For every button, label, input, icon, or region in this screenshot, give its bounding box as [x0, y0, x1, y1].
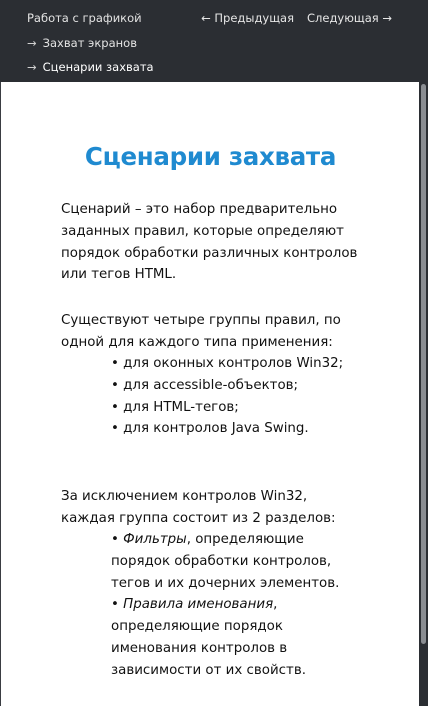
page-title: Сценарии захвата	[84, 142, 337, 171]
top-navigation	[0, 0, 428, 82]
list-item: • для accessible-объектов;	[111, 377, 299, 393]
breadcrumb-root-link[interactable]	[27, 11, 142, 25]
rule-groups-paragraph: Существуют четыре группы правил, по одной для каждого типа применения:	[61, 313, 341, 350]
section-term: Правила именования	[123, 597, 274, 613]
list-item: • для оконных контролов Win32;	[111, 356, 344, 371]
list-item	[111, 594, 356, 681]
breadcrumb-parent-label[interactable]: Захват экранов	[42, 36, 137, 50]
pager	[201, 11, 392, 25]
arrow-right-icon: →	[27, 36, 37, 50]
bullet-mark: •	[111, 597, 124, 613]
list-item: • для HTML-тегов;	[111, 399, 239, 415]
breadcrumb-current	[27, 60, 154, 74]
article-content	[0, 82, 419, 706]
list-item: • для контролов Java Swing.	[111, 421, 309, 437]
breadcrumb-root-label[interactable]: Работа с графикой	[27, 11, 142, 25]
sections-paragraph: За исключением контролов Win32, каждая группа состоит из 2 разделов:	[61, 489, 336, 526]
breadcrumb-parent-link[interactable]	[27, 36, 137, 50]
next-page-link[interactable]: Следующая →	[307, 11, 392, 25]
intro-paragraph: Сценарий – это набор предварительно заданных правил, которые определяют порядок обработки различных контролов или тегов HTML.	[61, 202, 358, 283]
section-description: , определяющие порядок именования контролов в зависимости от их свойств.	[111, 597, 306, 678]
rule-groups-list	[111, 353, 356, 440]
previous-page-link[interactable]: ← Предыдущая	[201, 11, 295, 25]
scrollbar-thumb[interactable]	[421, 84, 426, 644]
arrow-right-icon: →	[27, 60, 37, 74]
bullet-mark: •	[111, 532, 124, 547]
section-term: Фильтры	[123, 532, 187, 547]
list-item	[111, 529, 356, 594]
sections-list	[111, 529, 356, 682]
section-description: , определяющие порядок обработки контролов, тегов и их дочерних элементов.	[111, 532, 340, 591]
breadcrumb-current-label: Сценарии захвата	[42, 60, 154, 74]
